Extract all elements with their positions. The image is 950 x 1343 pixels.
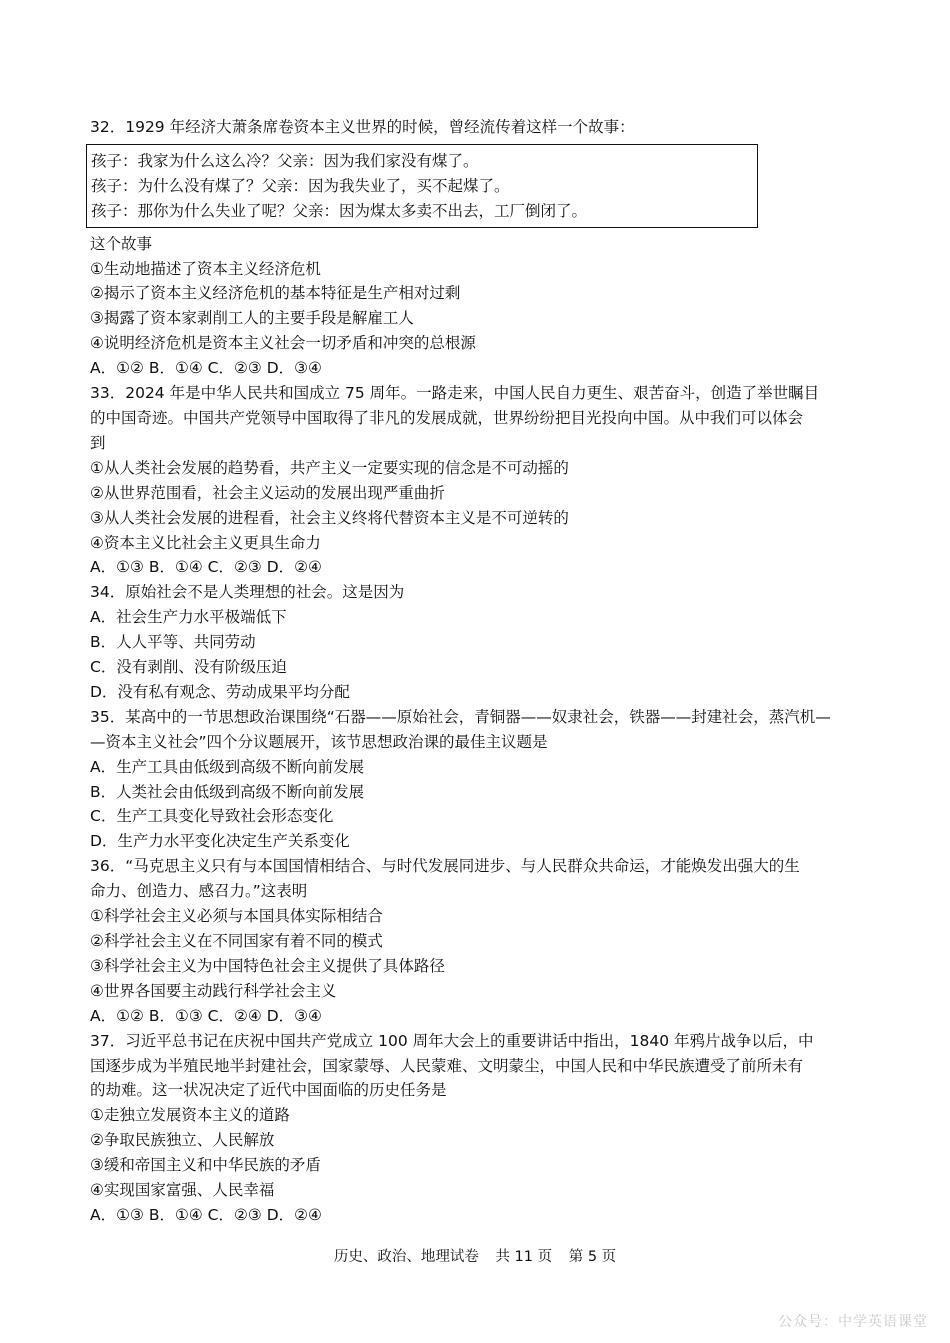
statement-item: ③揭露了资本家剥削工人的主要手段是解雇工人 (90, 309, 414, 328)
answer-option: B．人人平等、共同劳动 (90, 633, 256, 652)
statement-item: ③缓和帝国主义和中华民族的矛盾 (90, 1156, 321, 1175)
answer-option: D．生产力水平变化决定生产关系变化 (90, 832, 350, 851)
statement-item: ②科学社会主义在不同国家有着不同的模式 (90, 932, 383, 950)
question-stem: 36．“马克思主义只有与本国国情相结合、与时代发展同进步、与人民群众共命运，才能焕发出强大的生 (90, 857, 800, 876)
question-stem: 的中国奇迹。中国共产党领导中国取得了非凡的发展成就，世界纷纷把目光投向中国。从中我们可以体会 (90, 408, 804, 427)
answer-options: A．①② B．①④ C．②③ D．③④ (90, 359, 322, 378)
story-box (86, 144, 758, 228)
statement-item: ②从世界范围看，社会主义运动的发展出现严重曲折 (90, 483, 445, 502)
question-34 (90, 580, 870, 705)
footer-page-number: 第 5 页 (568, 1249, 617, 1265)
statement-item: ①科学社会主义必须与本国具体实际相结合 (90, 907, 383, 926)
statement-item: ②揭示了资本主义经济危机的基本特征是生产相对过剩 (90, 284, 461, 303)
question-stem: —资本主义社会”四个分议题展开，该节思想政治课的最佳主议题是 (90, 732, 548, 751)
question-33 (90, 381, 870, 580)
statement-item: ④世界各国要主动践行科学社会主义 (90, 981, 337, 1000)
answer-option: C．没有剥削、没有阶级压迫 (90, 658, 287, 677)
answer-options: A．①③ B．①④ C．②③ D．②④ (90, 558, 322, 577)
page-footer (0, 1245, 950, 1266)
question-35 (90, 705, 870, 854)
statement-item: ①走独立发展资本主义的道路 (90, 1106, 290, 1125)
question-32 (90, 115, 870, 381)
footer-subject: 历史、政治、地理试卷 (333, 1249, 479, 1265)
answer-option: A．生产工具由低级到高级不断向前发展 (90, 757, 365, 776)
question-stem: 的劫难。这一状况决定了近代中国面临的历史任务是 (90, 1081, 447, 1100)
question-37 (90, 1029, 870, 1228)
question-stem: 37．习近平总书记在庆祝中国共产党成立 100 周年大会上的重要讲话中指出，1840 年鸦片战争以后，中 (90, 1031, 814, 1050)
question-stem: 34．原始社会不是人类理想的社会。这是因为 (90, 583, 405, 602)
question-lead: 这个故事 (90, 234, 153, 253)
answer-option: A．社会生产力水平极端低下 (90, 608, 287, 627)
statement-item: ③从人类社会发展的进程看，社会主义终将代替资本主义是不可逆转的 (90, 508, 569, 527)
watermark: 公众号：中学英语课堂 (778, 1314, 928, 1330)
story-line: 孩子：我家为什么这么冷？父亲：因为我们家没有煤了。 (91, 151, 479, 170)
answer-options: A．①② B．①③ C．②④ D．③④ (90, 1006, 322, 1025)
answer-option: C．生产工具变化导致社会形态变化 (90, 807, 334, 826)
statement-item: ②争取民族独立、人民解放 (90, 1131, 275, 1150)
question-stem: 33．2024 年是中华人民共和国成立 75 周年。一路走来，中国人民自力更生、艰苦奋斗，创造了举世瞩目 (90, 384, 820, 403)
statement-item: ③科学社会主义为中国特色社会主义提供了具体路径 (90, 956, 445, 975)
statement-item: ④实现国家富强、人民幸福 (90, 1181, 275, 1200)
question-36 (90, 854, 870, 1028)
question-stem: 国逐步成为半殖民地半封建社会，国家蒙辱、人民蒙难、文明蒙尘，中国人民和中华民族遭受了前所未有 (90, 1056, 804, 1075)
story-line: 孩子：为什么没有煤了？父亲：因为我失业了，买不起煤了。 (91, 176, 510, 195)
question-stem: 32．1929 年经济大萧条席卷资本主义世界的时候，曾经流传着这样一个故事： (90, 118, 635, 136)
question-stem: 到 (90, 433, 106, 452)
statement-item: ④资本主义比社会主义更具生命力 (90, 533, 321, 552)
story-line: 孩子：那你为什么失业了呢？父亲：因为煤太多卖不出去，工厂倒闭了。 (91, 201, 588, 220)
question-stem: 35．某高中的一节思想政治课围绕“石器——原始社会，青铜器——奴隶社会，铁器——封建社会，蒸汽机— (90, 707, 831, 726)
statement-item: ①从人类社会发展的趋势看，共产主义一定要实现的信念是不可动摇的 (90, 458, 569, 477)
answer-option: B．人类社会由低级到高级不断向前发展 (90, 782, 365, 801)
statement-item: ④说明经济危机是资本主义社会一切矛盾和冲突的总根源 (90, 334, 476, 353)
statement-item: ①生动地描述了资本主义经济危机 (90, 259, 321, 278)
answer-option: D．没有私有观念、劳动成果平均分配 (90, 682, 350, 701)
question-stem: 命力、创造力、感召力。”这表明 (90, 882, 308, 901)
footer-total-pages: 共 11 页 (495, 1249, 553, 1265)
exam-page-content (90, 115, 870, 1228)
answer-options: A．①③ B．①④ C．②③ D．②④ (90, 1205, 322, 1224)
